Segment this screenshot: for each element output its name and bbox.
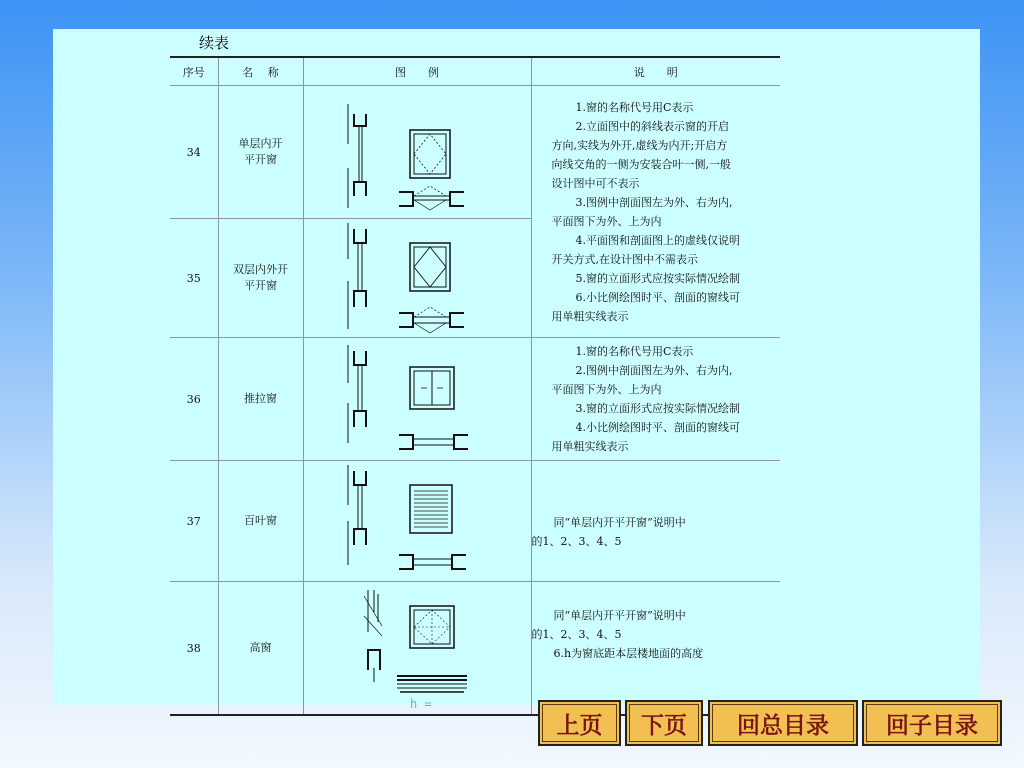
- header-number: 序号: [170, 57, 218, 86]
- row-name-line: 单层内开: [238, 137, 283, 150]
- description-line: 1.窗的名称代号用C表示: [575, 345, 694, 358]
- sub-index-button[interactable]: 回子目录: [862, 700, 1002, 746]
- description-line: 2.图例中剖面图左为外、右为内,: [575, 364, 733, 377]
- description-line: 6.小比例绘图时平、剖面的窗线可: [575, 290, 740, 304]
- window-legend-table: [170, 56, 780, 716]
- description-line: 用单粗实线表示: [551, 309, 629, 323]
- description-line: 方向,实线为外开,虚线为内开;开启方: [551, 138, 728, 152]
- description-line: 同“单层内开平开窗”说明中: [553, 609, 686, 622]
- row-name-line: 高窗: [249, 641, 272, 654]
- description-line: 同“单层内开平开窗”说明中: [553, 516, 686, 529]
- header-description: 说 明: [531, 57, 780, 86]
- description-line: 设计图中可不表示: [551, 176, 640, 190]
- legend-figure: [303, 582, 531, 716]
- louver-window-figure: [304, 461, 532, 581]
- description-line: 3.窗的立面形式应按实际情况绘制: [575, 402, 740, 415]
- main-index-button[interactable]: 回总目录: [708, 700, 858, 746]
- description-line: 4.小比例绘图时平、剖面的窗线可: [575, 421, 740, 434]
- description-line: 5.窗的立面形式应按实际情况绘制: [575, 271, 740, 285]
- row-name: [218, 219, 303, 338]
- row-number: 34: [170, 86, 218, 219]
- row-name: [218, 338, 303, 461]
- description-line: 平面图下为外、上为内: [551, 214, 662, 228]
- row-description: [531, 338, 780, 461]
- row-name: [218, 582, 303, 716]
- description-line: 平面图下为外、上为内: [551, 383, 662, 396]
- header-name: 名 称: [218, 57, 303, 86]
- description-line: 的1、2、3、4、5: [531, 628, 622, 641]
- next-page-button[interactable]: 下页: [625, 700, 703, 746]
- figure-h-label: h =: [409, 697, 432, 711]
- table-row: [170, 461, 780, 582]
- legend-figure: [303, 86, 531, 219]
- description-line: 3.图例中剖面图左为外、右为内,: [575, 195, 733, 209]
- description-line: 用单粗实线表示: [551, 440, 629, 453]
- row-name-line: 平开窗: [244, 279, 277, 292]
- description-line: 6.h为窗底距本层楼地面的高度: [553, 647, 704, 660]
- description-line: 开关方式,在设计图中不需表示: [551, 252, 698, 266]
- prev-page-button[interactable]: 上页: [538, 700, 621, 746]
- description-line: 向线交角的一侧为安装合叶一侧,一般: [551, 157, 731, 171]
- description-line: 2.立面图中的斜线表示窗的开启: [575, 119, 729, 133]
- table-row: [170, 338, 780, 461]
- header-figure: 图 例: [303, 57, 531, 86]
- description-line: 1.窗的名称代号用C表示: [575, 100, 694, 114]
- description-block: [552, 94, 775, 330]
- row-name-line: 平开窗: [244, 153, 277, 166]
- table-row: [170, 582, 780, 716]
- table-caption: 续表: [199, 34, 230, 52]
- row-number: 37: [170, 461, 218, 582]
- description-line: 的1、2、3、4、5: [531, 535, 622, 548]
- legend-figure: [303, 219, 531, 338]
- row-name-line: 双层内外开: [233, 263, 288, 276]
- row-number: 38: [170, 582, 218, 716]
- table-row: [170, 86, 780, 219]
- double-casement-window-figure: [304, 219, 532, 337]
- description-spacer: [552, 582, 775, 606]
- row-name-line: 推拉窗: [244, 392, 277, 405]
- legend-figure: [303, 338, 531, 461]
- table-header-row: [170, 57, 780, 86]
- description-block: [552, 338, 775, 460]
- high-window-figure: [304, 582, 532, 714]
- single-casement-window-figure: [304, 86, 532, 218]
- row-description: [531, 582, 780, 716]
- description-line: 4.平面图和剖面图上的虚线仅说明: [575, 233, 740, 247]
- row-description: [531, 86, 780, 338]
- row-name: [218, 461, 303, 582]
- row-number: 35: [170, 219, 218, 338]
- row-description: [531, 461, 780, 582]
- row-name: [218, 86, 303, 219]
- legend-figure: [303, 461, 531, 582]
- row-number: 36: [170, 338, 218, 461]
- sliding-window-figure: [304, 343, 532, 456]
- row-name-line: 百叶窗: [244, 514, 277, 527]
